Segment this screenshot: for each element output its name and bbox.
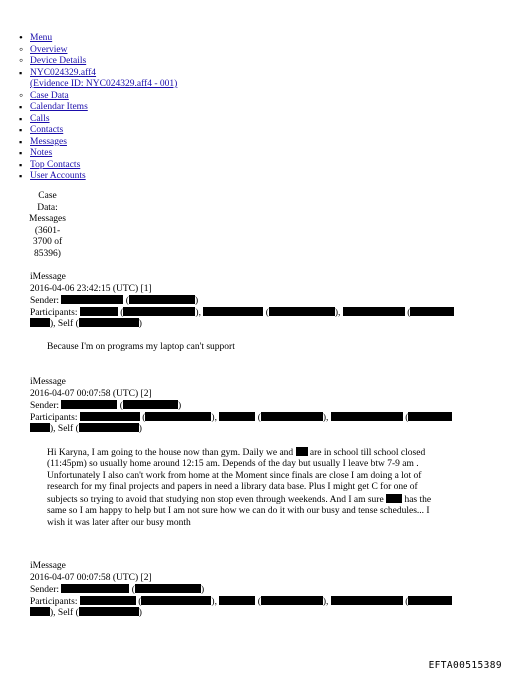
participants-row: Participants: ( ), ( ), (: [30, 412, 490, 424]
device-details-link[interactable]: Device Details: [30, 56, 87, 66]
message-timestamp: 2016-04-06 23:42:15 (UTC) [1]: [30, 283, 152, 294]
message-record: [30, 272, 490, 353]
menu-item-case-data: [30, 91, 177, 103]
redaction-box: [410, 307, 454, 316]
self-row: ), Self ( ): [30, 423, 490, 435]
redaction-box: [145, 412, 211, 421]
message-text: are in school till school closed (11:45pm) so usually home around 12:15 am. Depends of the day but usually I leave btw 7-9 am . Unfortunately I also can't work from home at the Moment since finals are close I am doing a lot of research for my final projects and papers in need a library data base. Plus I might get C for one of subjects so trying to avoid that studying non stop even through weekends. And I am sure: [47, 447, 426, 505]
message-text: Because I'm on programs my laptop can't support: [47, 341, 235, 352]
redaction-box: [219, 596, 255, 605]
message-timestamp: 2016-04-07 00:07:58 (UTC) [2]: [30, 388, 152, 399]
menu-item-device-file: [30, 68, 177, 80]
redaction-box: [219, 412, 255, 421]
redaction-box: [135, 584, 201, 593]
participants-label: Participants:: [30, 412, 78, 423]
menu-item-device-details: [30, 56, 177, 68]
document-id: EFTA00515389: [428, 660, 502, 671]
participants-row: Participants: ( ), ( ), (: [30, 596, 490, 608]
redaction-box: [80, 307, 118, 316]
redaction-box: [79, 423, 139, 432]
menu-item-overview: [30, 45, 177, 57]
message-body: [47, 342, 442, 354]
case-heading-line: Data:: [37, 202, 58, 213]
menu-item-calls: [30, 114, 177, 126]
sender-row: Sender: ( ): [30, 401, 182, 411]
redaction-box: [80, 412, 140, 421]
case-heading-line: 85396): [34, 248, 61, 259]
sender-label: Sender:: [30, 585, 60, 595]
redaction-box: [141, 596, 211, 605]
menu-item-calendar: [30, 102, 177, 114]
evidence-id-link[interactable]: (Evidence ID: NYC024329.aff4 - 001): [30, 79, 178, 89]
messages-link[interactable]: Messages: [30, 136, 67, 147]
menu-item-evidence-id: [30, 79, 177, 91]
message-timestamp: 2016-04-07 00:07:58 (UTC) [2]: [30, 572, 152, 583]
message-body: [47, 447, 442, 530]
redaction-box: [30, 318, 50, 327]
sender-row: Sender: ( ): [30, 585, 205, 595]
redaction-box: [261, 596, 323, 605]
redaction-box: [296, 447, 308, 456]
case-heading-line: (3601-: [34, 225, 61, 236]
redaction-box: [129, 295, 195, 304]
menu-item-top-contacts: [30, 160, 177, 172]
self-label: ), Self (: [50, 608, 79, 618]
device-file-link[interactable]: NYC024329.aff4: [30, 67, 97, 78]
self-label: ), Self (: [50, 424, 79, 434]
redaction-box: [386, 494, 402, 503]
message-type: iMessage: [30, 561, 66, 571]
redaction-box: [30, 607, 50, 616]
case-heading-line: 3700 of: [32, 237, 63, 247]
redaction-box: [123, 400, 178, 409]
participants-label: Participants:: [30, 596, 78, 607]
redaction-box: [61, 400, 117, 409]
overview-link[interactable]: Overview: [30, 44, 68, 55]
message-type: iMessage: [30, 272, 66, 282]
message-record: [30, 377, 490, 529]
menu-item-contacts: [30, 125, 177, 137]
contacts-link[interactable]: Contacts: [30, 125, 64, 135]
calendar-items-link[interactable]: Calendar Items: [30, 102, 88, 112]
redaction-box: [408, 412, 452, 421]
sender-label: Sender:: [30, 401, 60, 411]
redaction-box: [408, 596, 452, 605]
self-row: ), Self ( ): [30, 318, 490, 330]
paren-close: ): [194, 296, 199, 306]
calls-link[interactable]: Calls: [30, 113, 50, 124]
message-type: iMessage: [30, 377, 66, 387]
menu-item-messages: [30, 137, 177, 149]
redaction-box: [61, 295, 123, 304]
menu-item-user-accounts: [30, 171, 177, 183]
self-label: ), Self (: [50, 319, 79, 329]
redaction-box: [79, 318, 139, 327]
redaction-box: [331, 412, 403, 421]
sender-row: [30, 295, 490, 307]
message-text: has the same so I am happy to help but I am not sure how we can do it with our busy and tense schedules... I wish it was later after our busy month: [47, 494, 432, 528]
participants-row: Participants: ( ), ( ), (: [30, 307, 490, 319]
menu-item-notes: [30, 148, 177, 160]
menu-link[interactable]: Menu: [30, 33, 53, 43]
case-heading-line: Case: [38, 191, 57, 201]
redaction-box: [30, 423, 50, 432]
self-row: ), Self ( ): [30, 607, 490, 619]
redaction-box: [331, 596, 403, 605]
redaction-box: [203, 307, 263, 316]
menu-root: [30, 33, 177, 45]
notes-link[interactable]: Notes: [30, 148, 53, 158]
case-data-link[interactable]: Case Data: [30, 90, 69, 101]
paren-open: (: [125, 296, 129, 306]
redaction-box: [61, 584, 129, 593]
redaction-box: [269, 307, 335, 316]
redaction-box: [261, 412, 323, 421]
case-heading-line: Messages: [29, 214, 66, 224]
redaction-box: [343, 307, 405, 316]
redaction-box: [79, 607, 139, 616]
case-data-heading: [25, 191, 70, 260]
sender-label: Sender:: [30, 296, 60, 306]
message-text: Hi Karyna, I am going to the house now than gym. Daily we and: [47, 447, 296, 458]
top-contacts-link[interactable]: Top Contacts: [30, 159, 81, 170]
user-accounts-link[interactable]: User Accounts: [30, 171, 86, 181]
menu-tree: [30, 33, 177, 183]
message-record: [30, 561, 490, 619]
redaction-box: [80, 596, 136, 605]
participants-label: Participants:: [30, 307, 78, 318]
redaction-box: [123, 307, 195, 316]
